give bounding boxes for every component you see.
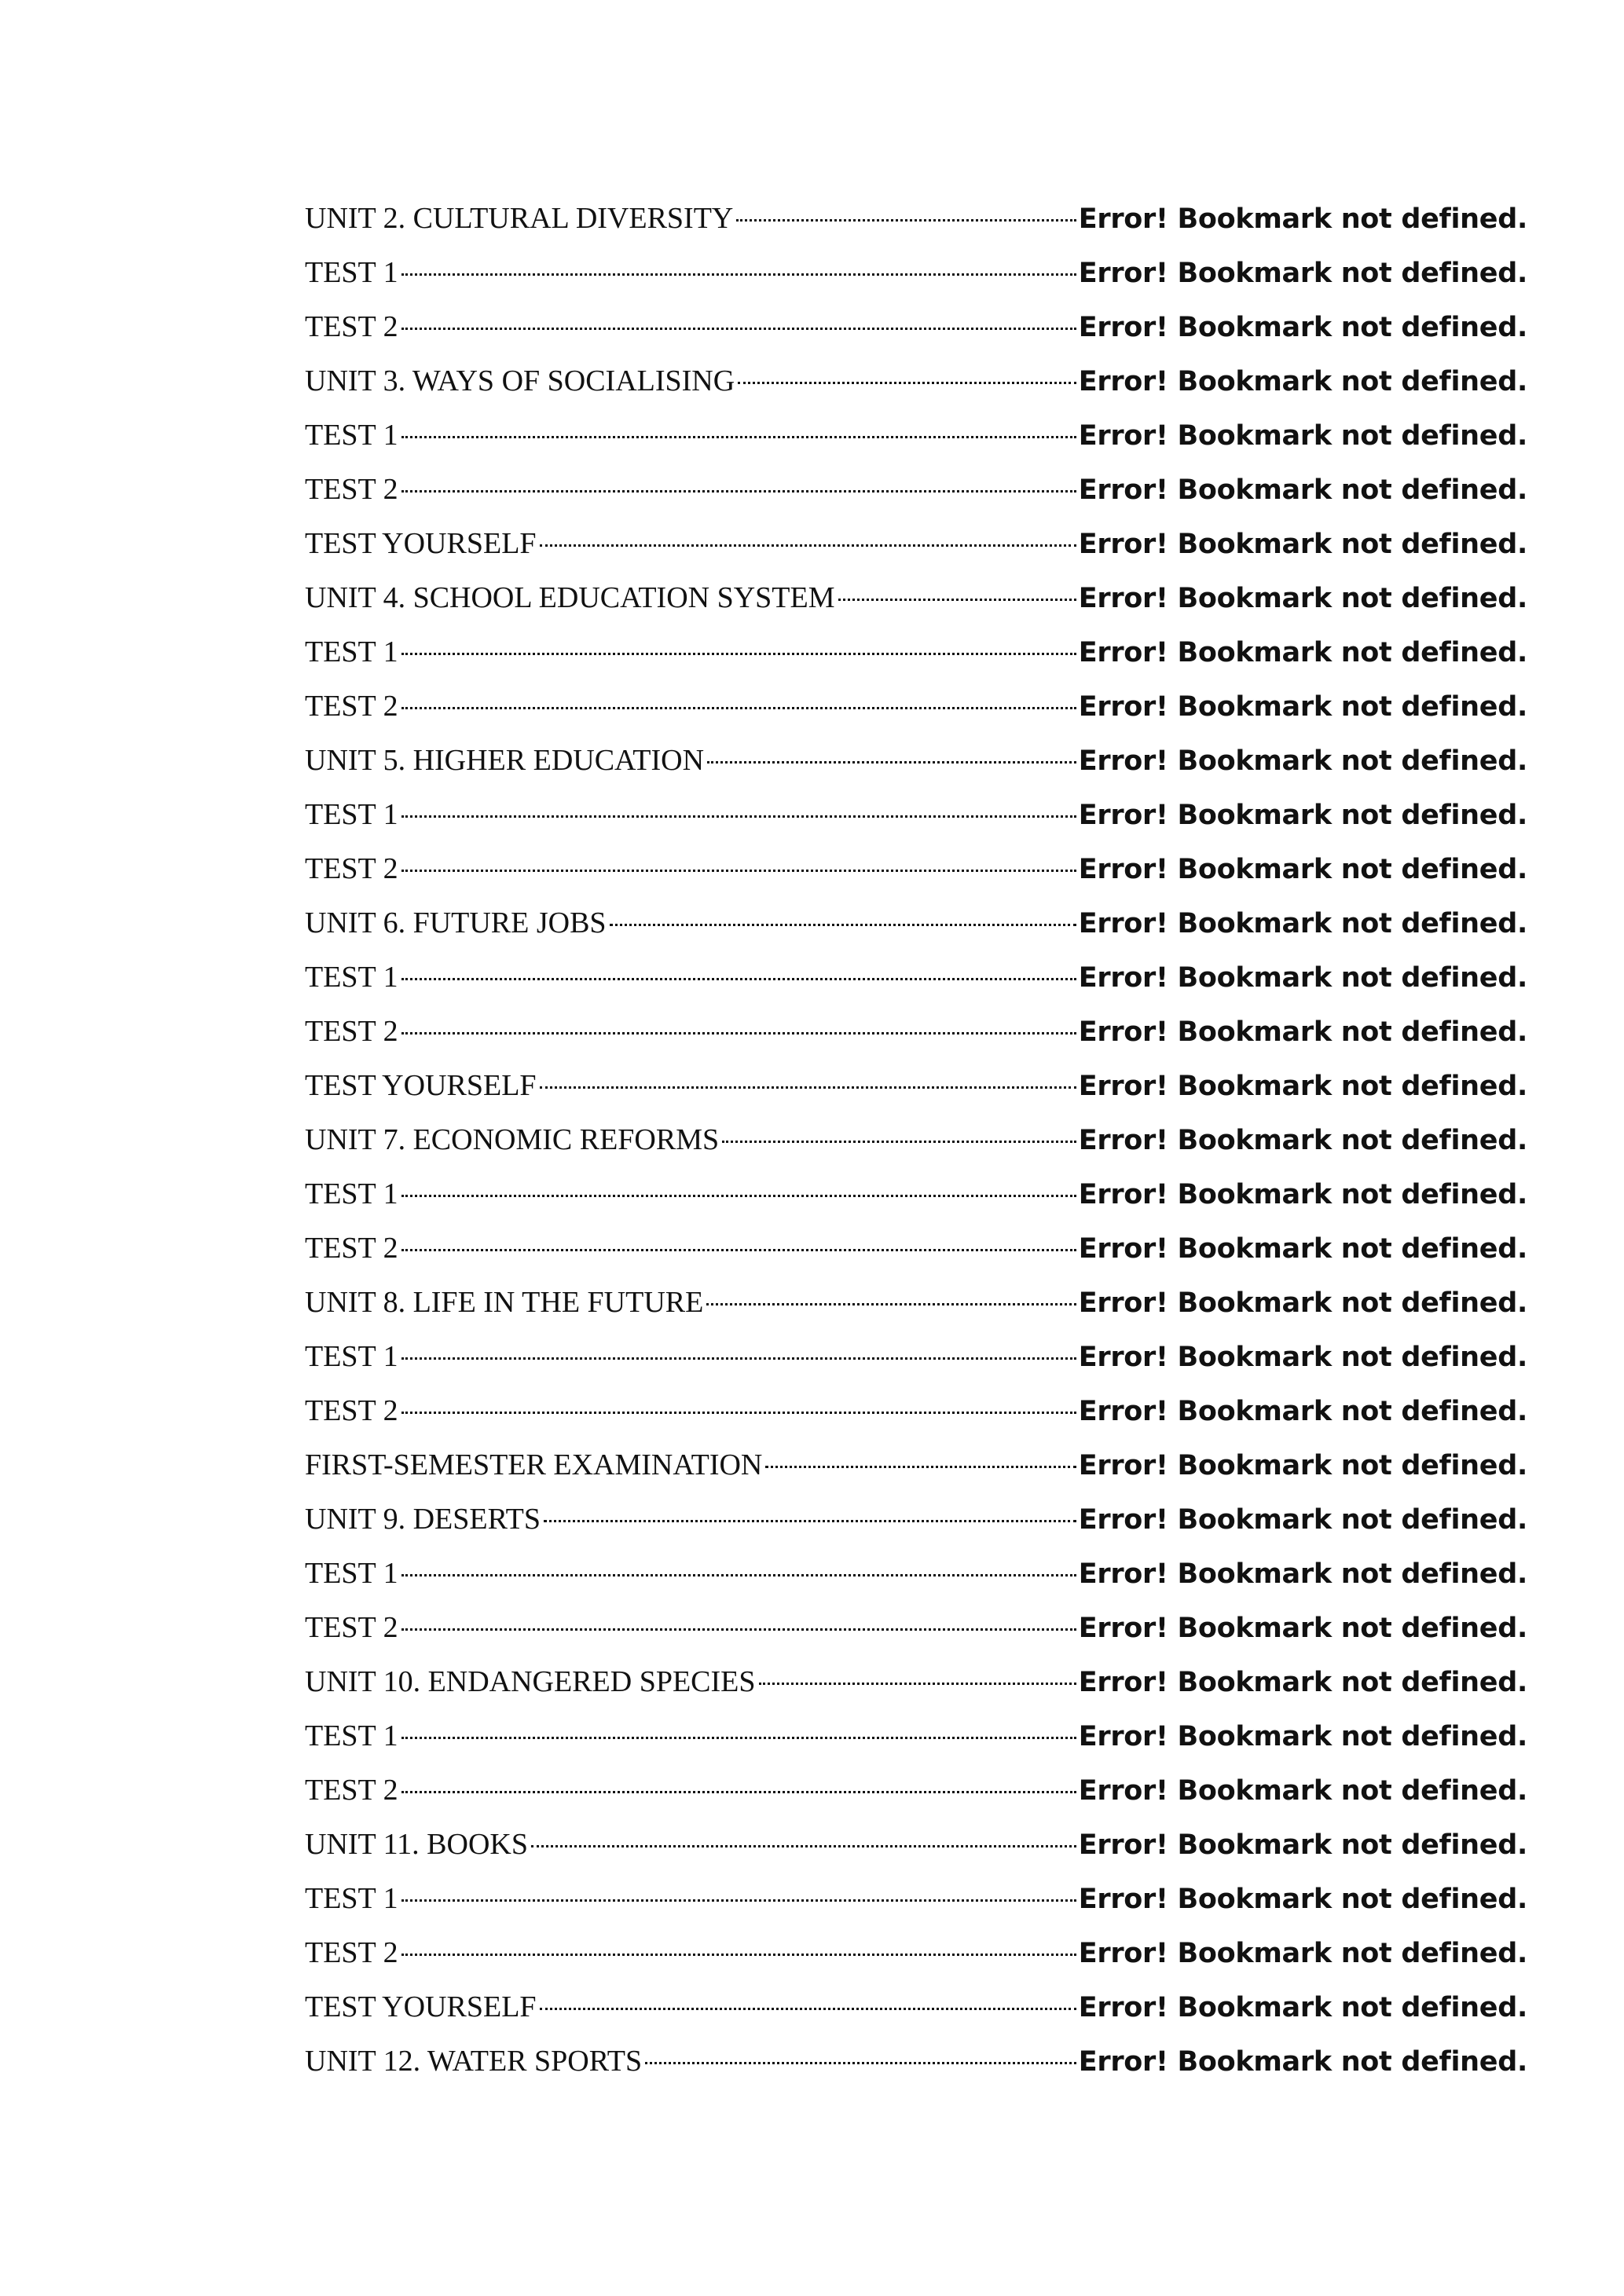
toc-entry-title[interactable]: TEST 1 (305, 961, 398, 994)
toc-entry-title[interactable]: TEST 1 (305, 1719, 398, 1752)
toc-entry[interactable] (305, 1980, 1527, 2034)
toc-entry[interactable] (305, 300, 1527, 354)
toc-dot-leader (738, 382, 1076, 384)
toc-dot-leader (401, 1628, 1076, 1631)
toc-entry[interactable] (305, 1763, 1527, 1818)
toc-dot-leader (838, 599, 1076, 601)
toc-dot-leader (401, 870, 1076, 872)
toc-entry[interactable] (305, 1926, 1527, 1980)
toc-entry-title[interactable]: TEST 2 (305, 1774, 398, 1807)
toc-page-reference[interactable]: Error! Bookmark not defined. (1078, 1504, 1527, 1536)
toc-page-reference[interactable]: Error! Bookmark not defined. (1078, 1016, 1527, 1048)
toc-page-reference[interactable]: Error! Bookmark not defined. (1078, 312, 1527, 343)
toc-dot-leader (722, 1141, 1076, 1143)
toc-dot-leader (401, 1899, 1076, 1902)
toc-dot-leader (540, 2008, 1076, 2010)
toc-entry-title[interactable]: TEST 2 (305, 690, 398, 723)
toc-entry-title[interactable]: UNIT 2. CULTURAL DIVERSITY (305, 202, 734, 235)
toc-entry[interactable] (305, 1276, 1527, 1330)
toc-page-reference[interactable]: Error! Bookmark not defined. (1078, 583, 1527, 614)
toc-entry-title[interactable]: TEST 1 (305, 635, 398, 668)
toc-entry[interactable] (305, 2034, 1527, 2089)
toc-page-reference[interactable]: Error! Bookmark not defined. (1078, 203, 1527, 235)
toc-dot-leader (759, 1683, 1076, 1685)
toc-entry-title[interactable]: FIRST-SEMESTER EXAMINATION (305, 1448, 763, 1481)
toc-entry[interactable] (305, 1818, 1527, 1872)
toc-entry-title[interactable]: TEST YOURSELF (305, 1069, 537, 1102)
toc-entry[interactable] (305, 1221, 1527, 1276)
toc-entry[interactable] (305, 1709, 1527, 1763)
toc-entry[interactable] (305, 408, 1527, 463)
toc-entry[interactable] (305, 1059, 1527, 1113)
toc-entry-title[interactable]: UNIT 7. ECONOMIC REFORMS (305, 1123, 720, 1156)
toc-entry[interactable] (305, 625, 1527, 679)
toc-dot-leader (401, 1574, 1076, 1576)
toc-page-reference[interactable]: Error! Bookmark not defined. (1078, 854, 1527, 885)
toc-entry[interactable] (305, 1492, 1527, 1547)
toc-entry-title[interactable]: TEST 1 (305, 1882, 398, 1915)
toc-page-reference[interactable]: Error! Bookmark not defined. (1078, 1829, 1527, 1861)
toc-dot-leader (765, 1466, 1076, 1468)
toc-dot-leader (401, 273, 1076, 276)
toc-dot-leader (544, 1520, 1076, 1522)
table-of-contents (305, 192, 1527, 2089)
toc-entry-title[interactable]: UNIT 6. FUTURE JOBS (305, 906, 607, 939)
toc-dot-leader (707, 761, 1076, 764)
toc-entry-title[interactable]: TEST 1 (305, 419, 398, 452)
toc-entry-title[interactable]: TEST 1 (305, 798, 398, 831)
toc-page-reference[interactable]: Error! Bookmark not defined. (1078, 1396, 1527, 1427)
toc-entry-title[interactable]: TEST YOURSELF (305, 527, 537, 560)
toc-entry[interactable] (305, 1167, 1527, 1221)
toc-entry-title[interactable]: TEST 2 (305, 852, 398, 885)
toc-page-reference[interactable]: Error! Bookmark not defined. (1078, 1613, 1527, 1644)
toc-dot-leader (401, 653, 1076, 655)
toc-dot-leader (401, 1954, 1076, 1956)
toc-entry[interactable] (305, 571, 1527, 625)
toc-entry[interactable] (305, 517, 1527, 571)
toc-entry-title[interactable]: TEST 2 (305, 1936, 398, 1969)
toc-entry[interactable] (305, 463, 1527, 517)
toc-page-reference[interactable]: Error! Bookmark not defined. (1078, 1233, 1527, 1265)
toc-entry-title[interactable]: TEST 1 (305, 1340, 398, 1373)
toc-page-reference[interactable]: Error! Bookmark not defined. (1078, 420, 1527, 452)
toc-entry[interactable] (305, 1655, 1527, 1709)
toc-entry[interactable] (305, 896, 1527, 950)
toc-dot-leader (706, 1303, 1076, 1305)
toc-entry[interactable] (305, 679, 1527, 734)
toc-entry-title[interactable]: UNIT 3. WAYS OF SOCIALISING (305, 364, 735, 397)
toc-entry-title[interactable]: TEST 1 (305, 1177, 398, 1210)
toc-page-reference[interactable]: Error! Bookmark not defined. (1078, 529, 1527, 560)
toc-page-reference[interactable]: Error! Bookmark not defined. (1078, 1287, 1527, 1319)
toc-entry-title[interactable]: UNIT 5. HIGHER EDUCATION (305, 744, 705, 777)
toc-dot-leader (531, 1845, 1076, 1847)
toc-page-reference[interactable]: Error! Bookmark not defined. (1078, 1775, 1527, 1807)
toc-dot-leader (401, 707, 1076, 709)
toc-page-reference[interactable]: Error! Bookmark not defined. (1078, 745, 1527, 777)
toc-dot-leader (401, 1249, 1076, 1251)
toc-entry-title[interactable]: TEST 2 (305, 310, 398, 343)
toc-entry[interactable] (305, 1113, 1527, 1167)
toc-page-reference[interactable]: Error! Bookmark not defined. (1078, 1992, 1527, 2023)
toc-entry[interactable] (305, 734, 1527, 788)
toc-page-reference[interactable]: Error! Bookmark not defined. (1078, 1342, 1527, 1373)
toc-entry[interactable] (305, 246, 1527, 300)
toc-entry[interactable] (305, 1601, 1527, 1655)
toc-entry[interactable] (305, 354, 1527, 408)
toc-entry-title[interactable]: UNIT 8. LIFE IN THE FUTURE (305, 1286, 704, 1319)
toc-dot-leader (645, 2062, 1076, 2064)
toc-entry[interactable] (305, 192, 1527, 246)
toc-page-reference[interactable]: Error! Bookmark not defined. (1078, 691, 1527, 723)
toc-page-reference[interactable]: Error! Bookmark not defined. (1078, 258, 1527, 289)
toc-entry[interactable] (305, 950, 1527, 1005)
toc-page-reference[interactable]: Error! Bookmark not defined. (1078, 1667, 1527, 1698)
toc-entry-title[interactable]: UNIT 9. DESERTS (305, 1503, 541, 1536)
toc-page-reference[interactable]: Error! Bookmark not defined. (1078, 1938, 1527, 1969)
toc-entry[interactable] (305, 788, 1527, 842)
toc-dot-leader (401, 1032, 1076, 1034)
toc-page-reference[interactable]: Error! Bookmark not defined. (1078, 908, 1527, 939)
toc-entry-title[interactable]: UNIT 11. BOOKS (305, 1828, 528, 1861)
toc-dot-leader (610, 924, 1076, 926)
toc-entry[interactable] (305, 1330, 1527, 1384)
toc-page-reference[interactable]: Error! Bookmark not defined. (1078, 366, 1527, 397)
toc-entry-title[interactable]: TEST 2 (305, 1394, 398, 1427)
toc-entry-title[interactable]: UNIT 10. ENDANGERED SPECIES (305, 1665, 756, 1698)
toc-dot-leader (401, 1737, 1076, 1739)
toc-entry[interactable] (305, 1872, 1527, 1926)
toc-entry-title[interactable]: UNIT 12. WATER SPORTS (305, 2045, 643, 2078)
toc-dot-leader (401, 1791, 1076, 1793)
toc-page-reference[interactable]: Error! Bookmark not defined. (1078, 962, 1527, 994)
toc-page-reference[interactable]: Error! Bookmark not defined. (1078, 637, 1527, 668)
toc-dot-leader (401, 1357, 1076, 1360)
toc-dot-leader (401, 978, 1076, 980)
toc-entry-title[interactable]: TEST 1 (305, 1557, 398, 1590)
toc-entry-title[interactable]: TEST 2 (305, 1611, 398, 1644)
toc-entry-title[interactable]: TEST 1 (305, 256, 398, 289)
toc-entry[interactable] (305, 842, 1527, 896)
toc-dot-leader (401, 1195, 1076, 1197)
toc-page-reference[interactable]: Error! Bookmark not defined. (1078, 1558, 1527, 1590)
toc-page-reference[interactable]: Error! Bookmark not defined. (1078, 1721, 1527, 1752)
toc-entry-title[interactable]: UNIT 4. SCHOOL EDUCATION SYSTEM (305, 581, 835, 614)
toc-page-reference[interactable]: Error! Bookmark not defined. (1078, 1125, 1527, 1156)
toc-page-reference[interactable]: Error! Bookmark not defined. (1078, 2046, 1527, 2078)
toc-dot-leader (401, 490, 1076, 493)
toc-dot-leader (401, 328, 1076, 330)
toc-dot-leader (736, 219, 1076, 222)
toc-entry[interactable] (305, 1438, 1527, 1492)
toc-entry-title[interactable]: TEST YOURSELF (305, 1990, 537, 2023)
toc-dot-leader (540, 544, 1076, 547)
toc-dot-leader (401, 1412, 1076, 1414)
toc-dot-leader (401, 436, 1076, 438)
toc-dot-leader (540, 1086, 1076, 1089)
toc-entry[interactable] (305, 1547, 1527, 1601)
toc-page-reference[interactable]: Error! Bookmark not defined. (1078, 800, 1527, 831)
toc-dot-leader (401, 815, 1076, 818)
toc-entry-title[interactable]: TEST 2 (305, 1232, 398, 1265)
toc-page-reference[interactable]: Error! Bookmark not defined. (1078, 1884, 1527, 1915)
toc-entry-title[interactable]: TEST 2 (305, 1015, 398, 1048)
toc-entry[interactable] (305, 1005, 1527, 1059)
toc-page-reference[interactable]: Error! Bookmark not defined. (1078, 1450, 1527, 1481)
toc-page-reference[interactable]: Error! Bookmark not defined. (1078, 1179, 1527, 1210)
toc-entry-title[interactable]: TEST 2 (305, 473, 398, 506)
toc-page-reference[interactable]: Error! Bookmark not defined. (1078, 474, 1527, 506)
toc-page-reference[interactable]: Error! Bookmark not defined. (1078, 1071, 1527, 1102)
toc-entry[interactable] (305, 1384, 1527, 1438)
